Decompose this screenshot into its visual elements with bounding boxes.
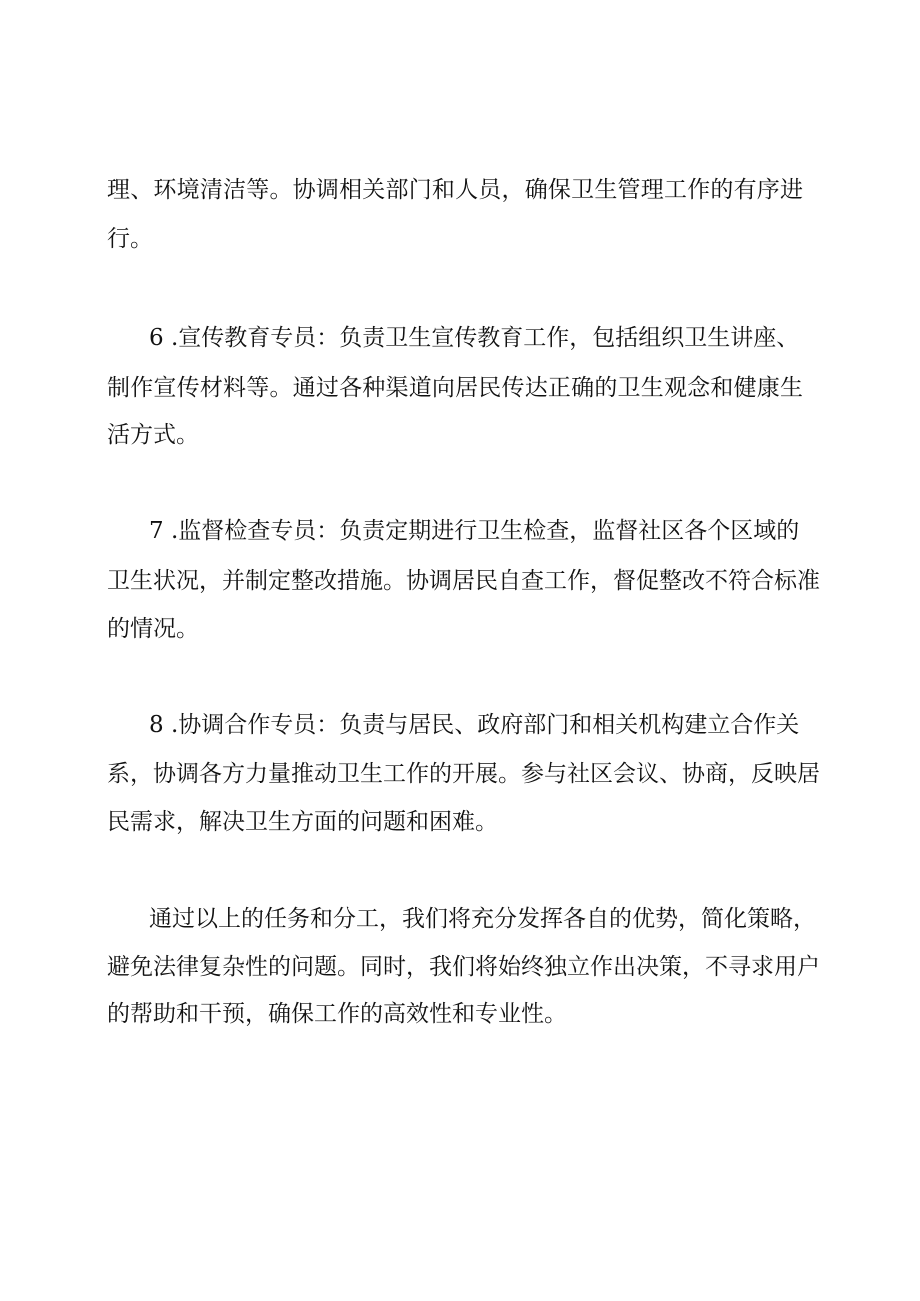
text-line: 卫生状况，并制定整改措施。协调居民自查工作，督促整改不符合标准 <box>107 568 820 594</box>
text-line: 的情况。 <box>107 616 199 642</box>
text-line: 制作宣传材料等。通过各种渠道向居民传达正确的卫生观念和健康生 <box>107 375 803 401</box>
text-line: 的帮助和干预，确保工作的高效性和专业性。 <box>107 1001 567 1027</box>
text-line: 民需求，解决卫生方面的问题和困难。 <box>107 809 498 835</box>
text-line: 避免法律复杂性的问题。同时，我们将始终独立作出决策，不寻求用户 <box>107 954 820 980</box>
text-line: 6 .宣传教育专员：负责卫生宣传教育工作，包括组织卫生讲座、 <box>149 325 800 351</box>
text-line: 活方式。 <box>107 422 199 448</box>
text-line: 行。 <box>107 226 153 252</box>
text-line: 理、环境清洁等。协调相关部门和人员，确保卫生管理工作的有序进 <box>107 177 803 203</box>
text-line: 通过以上的任务和分工，我们将充分发挥各自的优势，简化策略， <box>149 906 816 932</box>
text-line: 8 .协调合作专员：负责与居民、政府部门和相关机构建立合作关 <box>149 712 800 738</box>
text-line: 7 .监督检查专员：负责定期进行卫生检查，监督社区各个区域的 <box>149 518 800 544</box>
text-line: 系，协调各方力量推动卫生工作的开展。参与社区会议、协商，反映居 <box>107 761 820 787</box>
